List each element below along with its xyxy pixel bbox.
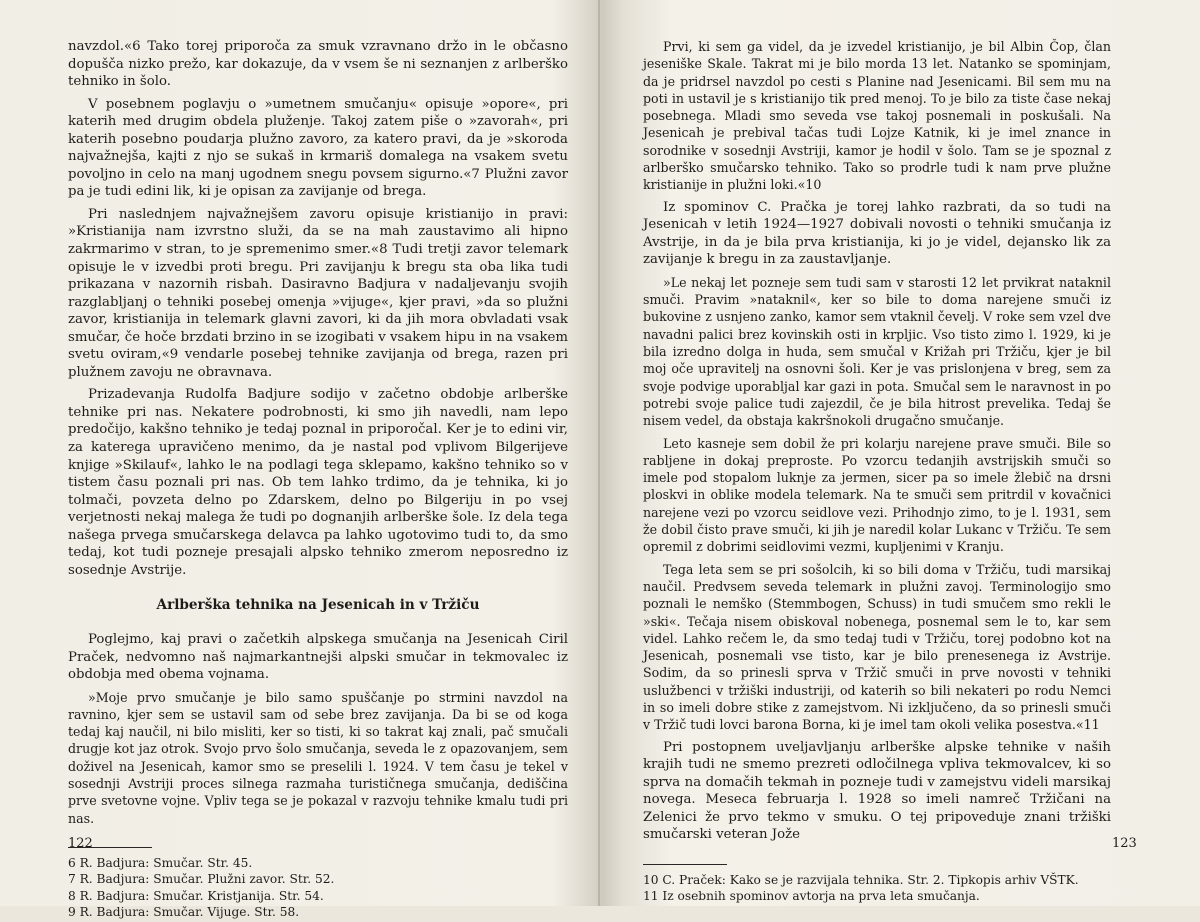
left-footnotes bbox=[68, 856, 568, 921]
quote-paragraph: »Le nekaj let pozneje sem tudi sam v starosti 12 let prvikrat nataknil smuči. Pravim »nataknil«, ker so bile to doma narejene smuči iz bukovine z usnjeno zanko, kamor sem vtaknil čevelj. V roke sem vzel dve navadni palici brez kovinskih osti in krpljic. Vso tisto zimo l. 1929, ki je bila izredno dolga in huda, sem smučal v Križah pri Tržiču, kjer je bil moj oče upravitelj na osnovni šoli. Ker je vas prislonjena v breg, sem za svoje podvige uporabljal kar gazi in pota. Smučal sem le naravnost in po potrebi svoje palice tudi zajezdil, če je bila hitrost prevelika. Tedaj še nisem vedel, da obstaja kakršnokoli drugačno smučanje. bbox=[643, 274, 1111, 429]
footnote: 6 R. Badjura: Smučar. Str. 45. bbox=[68, 855, 253, 870]
quote-paragraph: Leto kasneje sem dobil že pri kolarju narejene prave smuči. Bile so rabljene in dokaj preproste. Po vzorcu tedanjih avstrijskih smuči so imele pod stopalom luknje za jermen, sicer pa so imele žlebič na drsni ploskvi in oblike modela telemark. Na te smuči sem pritrdil v kovačnici narejene vezi po vzorcu seidlove vezi. Prihodnjo zimo, to je l. 1931, sem že dobil čisto prave smuči, ki jih je naredil kolar Lukanc v Tržiču. Te sem opremil z dobrimi seidlovimi vezmi, kupljenimi v Kranju. bbox=[643, 435, 1111, 555]
right-footnotes bbox=[643, 873, 1111, 905]
paragraph: Pri postopnem uveljavljanju arlberške alpske tehnike v naših krajih tudi ne smemo prezreti odločilnega vpliva tekmovalcev, ki so sprva na domačih tekmah in pozneje tudi v zamejstvu videli marsikaj novega. Meseca februarja l. 1928 so imeli namreč Tržičani na Zelenici že prvo tekmo v smuku. O tej pripoveduje znani tržiški smučarski veteran Jože bbox=[643, 739, 1111, 843]
section-title: Arlberška tehnika na Jesenicah in v Tržiču bbox=[156, 597, 480, 614]
page-number-right: 123 bbox=[1112, 836, 1137, 851]
quote-paragraph: »Moje prvo smučanje je bilo samo spuščanje po strmini navzdol na ravnino, kjer sem se ustavil sam od sebe brez zavijanja. Da bi se od koga tedaj kaj naučil, ni bilo misliti, ker so tisti, ki so takrat kaj znali, pač smučali drugje kot jaz otrok. Svojo prvo šolo smučanja, seveda le z opazovanjem, sem doživel na Jesenicah, kamor smo se preselili l. 1924. V tem času je tekel v sosednji Avstriji proces silnega razmaha turističnega smučanja, dediščina prve svetovne vojne. Vpliv tega se je pokazal v razvoju tehnike kmalu tudi pri nas. bbox=[68, 689, 568, 826]
footnote: 10 C. Praček: Kako se je razvijala tehnika. Str. 2. Tipkopis arhiv VŠTK. bbox=[643, 872, 1079, 887]
quote-paragraph: Prvi, ki sem ga videl, da je izvedel kristianijo, je bil Albin Čop, član jeseniške Skale. Takrat mi je bilo morda 13 let. Natanko se spominjam, da je pridrsel navzdol po cesti s Planine nad Jesenicami. Bil sem mu na poti in ustavil je s kristianijo tik pred menoj. To je bilo za tiste čase nekaj posebnega. Mladi smo seveda vse takoj posnemali in poskušali. Na Jesenicah je prebival tačas tudi Lojze Katnik, ki je imel znance in sorodnike v sosednji Avstriji, kamor je hodil v šolo. Tam se je spoznal z arlberško smučarsko tehniko. Tako so prodrle tudi k nam prve plužne kristianije in plužni loki.«10 bbox=[643, 39, 1111, 193]
footnote: 11 Iz osebnih spominov avtorja na prva leta smučanja. bbox=[643, 889, 980, 904]
paragraph: Pri naslednjem najvažnejšem zavoru opisuje kristianijo in pravi: »Kristianija nam izvrstno služi, da se na mah zaustavimo ali hipno zakrmarimo v stran, to je spremenimo smer.«8 Tudi tretji zavor telemark opisuje le v izvedbi proti bregu. Pri zavijanju k bregu sta oba lika tudi prikazana v nazornih risbah. Dasiravno Badjura v nadaljevanju svojih razglabljanj o tehniki posebej omenja »vijuge«, kjer pravi, »da so plužni zavor, kristianija in telemark glavni zavori, ki da jih mora obvladati vsak smučar, če hoče brzdati brzino in se izogibati v vsakem hipu in na vsakem svetu oviram,«9 vendarle posebej tehnike zavijanja od brega, razen pri plužnem zavoju ne obravnava. bbox=[68, 206, 568, 380]
left-page-body bbox=[68, 38, 568, 827]
right-page-body bbox=[643, 38, 1111, 844]
paragraph: Poglejmo, kaj pravi o začetkih alpskega smučanja na Jesenicah Ciril Praček, nedvomno naš najmarkantnejši alpski smučar in tekmovalec iz obdobja med obema vojnama. bbox=[68, 631, 568, 683]
paragraph: navzdol.«6 Tako torej priporoča za smuk vzravnano držo in le občasno dopušča nizko prežo, kar dokazuje, da v vsem še ni seznanjen z arlberško tehniko in šolo. bbox=[68, 39, 568, 90]
left-page bbox=[68, 38, 568, 922]
footnote: 9 R. Badjura: Smučar. Vijuge. Str. 58. bbox=[68, 905, 300, 920]
footnote: 8 R. Badjura: Smučar. Kristjanija. Str. 54. bbox=[68, 888, 324, 903]
paragraph: Prizadevanja Rudolfa Badjure sodijo v začetno obdobje arlberške tehnike pri nas. Nekatere podrobnosti, ki smo jih navedli, nam lepo predočijo, kakšno tehniko je tedaj poznal in priporočal. Ker je to edini vir, za katerega upravičeno menimo, da je nastal pod vplivom Bilgerijeve knjige »Skilauf«, lahko le na podlagi tega sklepamo, kakšno tehniko so v tistem času poznali pri nas. Ob tem lahko trdimo, da je tehnika, ki jo tolmači, povzeta delno po Zdarskem, delno po Bilgeriju in po vsej verjetnosti nekaj malega že tudi po dognanjih arlberške šole. Iz dela tega našega prvega smučarskega delavca pa lahko ugotovimo tudi to, da smo tedaj, kot tudi pozneje presajali alpsko tehniko zmerom neposredno iz sosednje Avstrije. bbox=[68, 387, 568, 578]
paragraph: Iz spominov C. Pračka je torej lahko razbrati, da so tudi na Jesenicah v letih 1924—1927 dobivali novosti o tehniki smučanja iz Avstrije, in da je bila prva kristianija, ki jo je videl, dejansko lik za zavijanje k bregu in za zaustavljanje. bbox=[643, 199, 1111, 268]
quote-paragraph: Tega leta sem se pri sošolcih, ki so bili doma v Tržiču, tudi marsikaj naučil. Predvsem seveda telemark in plužni zavoj. Terminologijo smo poznali le nemško (Stemmbogen, Schuss) in tudi smučem smo rekli le »ski«. Tečaja nisem obiskoval nobenega, posnemal sem le to, kar sem videl. Lahko rečem le, da smo tedaj tudi v Tržiču, torej podobno kot na Jesenicah, posnemali vse tisto, kar je bilo prenesenega iz Avstrije. Sodim, da so prinesli sprva v Tržič smuči in prve novosti v tehniki uslužbenci v tržiški industriji, od katerih so bili nekateri po rodu Nemci in so imeli dobre stike z zamejstvom. Ni izključeno, da so prinesli smuči v Tržič tudi lovci barona Borna, ki je imel tam okoli velika posestva.«11 bbox=[643, 561, 1111, 733]
footnote: 7 R. Badjura: Smučar. Plužni zavor. Str. 52. bbox=[68, 872, 335, 887]
right-page bbox=[643, 38, 1111, 906]
paragraph: V posebnem poglavju o »umetnem smučanju« opisuje »opore«, pri katerih med drugim obdela pluženje. Takoj zatem piše o »zavorah«, pri katerih posebno poudarja plužno zavoro, za katero pravi, da je »skoroda najvažnejša, kajti z njo se sukaš in krmariš domalega na vsakem svetu povoljno in celo na manj ugodnem snegu povsem sigurno.«7 Plužni zavor pa je tudi edini lik, ki je opisan za zavijanje od brega. bbox=[68, 96, 568, 200]
book-gutter bbox=[598, 0, 600, 906]
footnote-rule bbox=[643, 864, 727, 865]
page-number-left: 122 bbox=[68, 836, 93, 851]
